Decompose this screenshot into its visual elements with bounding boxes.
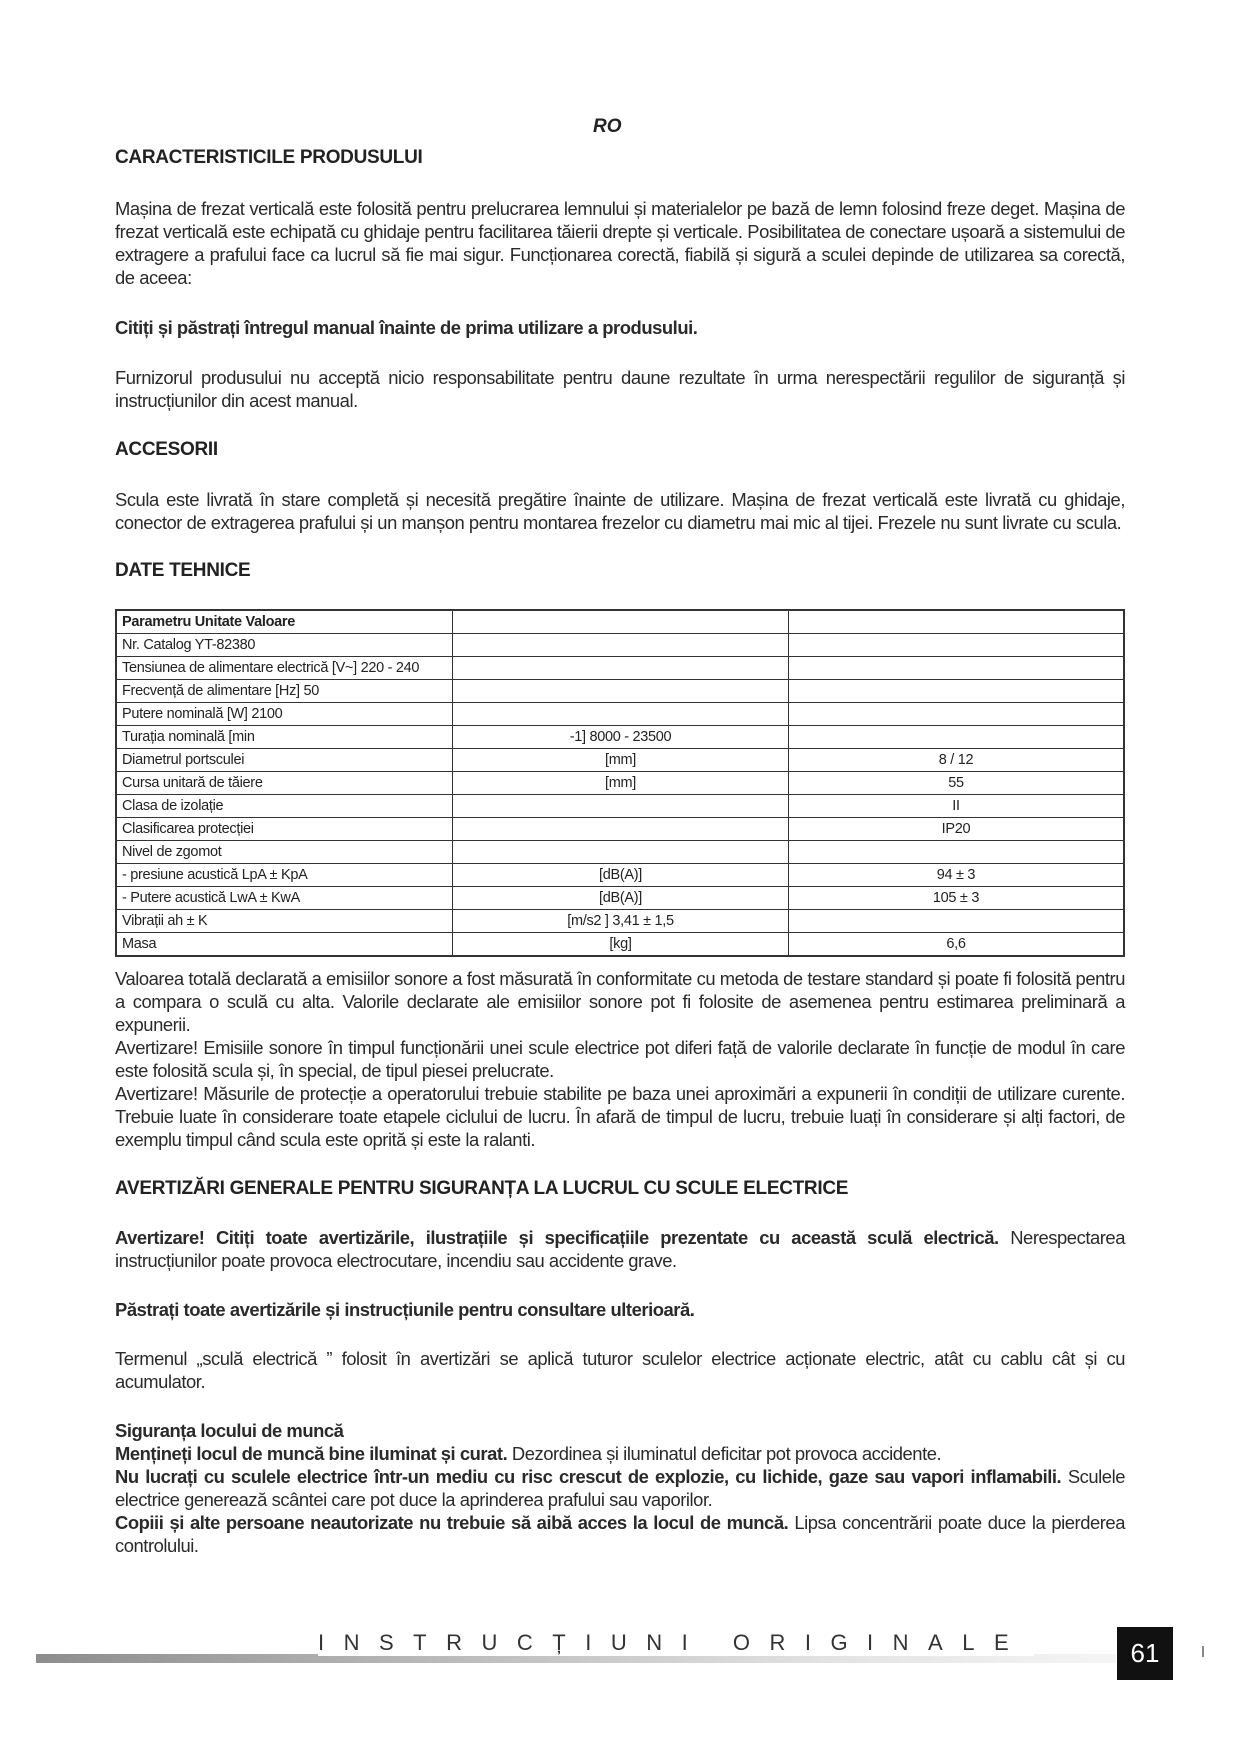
table-row [116, 680, 1124, 703]
table-cell: [m/s2 ] 3,41 ± 1,5 [453, 910, 789, 933]
section-title-characteristics: CARACTERISTICILE PRODUSULUI [115, 147, 423, 168]
table-cell: Nr. Catalog YT-82380 [116, 634, 453, 657]
table-cell [453, 818, 789, 841]
table-cell: Clasa de izolație [116, 795, 453, 818]
table-row [116, 772, 1124, 795]
table-cell: IP20 [789, 818, 1125, 841]
general-warning-bold: Avertizare! Citiți toate avertizările, ilustrațiile și specificațiile prezentate cu această sculă electrică. [115, 1227, 999, 1248]
table-cell: Nivel de zgomot [116, 841, 453, 864]
read-manual-notice: Citiți și păstrați întregul manual înainte de prima utilizare a produsului. [115, 317, 698, 338]
supplier-notice: Furnizorul produsului nu acceptă nicio responsabilitate pentru daune rezultate în urma nerespectării regulilor de siguranță și instrucțiunilor din acest manual. [115, 367, 1125, 411]
warning-protection: Avertizare! Măsurile de protecție a operatorului trebuie stabilite pe baza unei aproximări a expunerii în condiții de utilizare curente. Trebuie luate în considerare toate etapele ciclului de lucru. În afară de timpul de lucru, trebuie luați în considerare și alți factori, de exemplu timpul când scula este oprită și este la ralanti. [115, 1083, 1125, 1150]
table-row [116, 703, 1124, 726]
general-warning-rest: Nerespectarea instrucțiunilor poate provoca electrocutare, incendiu sau accidente grave. [115, 1227, 1125, 1271]
table-cell [453, 634, 789, 657]
table-cell: Putere nominală [W] 2100 [116, 703, 453, 726]
workplace-rule-2-rest: Sculele electrice generează scântei care pot duce la aprinderea prafului sau vaporilor. [115, 1466, 1125, 1510]
workplace-rule-2-bold: Nu lucrați cu sculele electrice într-un mediu cu risc crescut de explozie, cu lichide, gaze sau vapori inflamabili. [115, 1466, 1062, 1487]
table-row [116, 818, 1124, 841]
table-cell [453, 795, 789, 818]
language-code: RO [593, 116, 622, 137]
table-header-row [116, 610, 1124, 634]
workplace-rule-1 [115, 1442, 1125, 1465]
table-cell [453, 703, 789, 726]
table-row [116, 864, 1124, 887]
section-title-accessories: ACCESORII [115, 439, 218, 460]
table-row [116, 795, 1124, 818]
table-cell [789, 703, 1125, 726]
table-row [116, 887, 1124, 910]
table-row [116, 841, 1124, 864]
table-cell [789, 841, 1125, 864]
table-cell: 55 [789, 772, 1125, 795]
table-cell [789, 726, 1125, 749]
workplace-rule-2 [115, 1465, 1125, 1511]
table-cell: Turația nominală [min [116, 726, 453, 749]
page-number: 61 [1117, 1627, 1173, 1680]
table-cell: Clasificarea protecției [116, 818, 453, 841]
table-cell [453, 841, 789, 864]
table-cell: 94 ± 3 [789, 864, 1125, 887]
warning-emissions: Avertizare! Emisiile sonore în timpul funcționării unei scule electrice pot diferi față de valorile declarate în funcție de modul în care este folosită scula și, în special, de tipul piesei prelucrate. [115, 1037, 1125, 1081]
table-cell [789, 657, 1125, 680]
table-cell: 6,6 [789, 933, 1125, 957]
workplace-rule-3-rest: Lipsa concentrării poate duce la pierderea controlului. [115, 1512, 1125, 1556]
workplace-rule-3-bold: Copiii și alte persoane neautorizate nu trebuie să aibă acces la locul de muncă. [115, 1512, 789, 1533]
table-row [116, 749, 1124, 772]
workplace-rule-1-bold: Mențineți locul de muncă bine iluminat și curat. [115, 1443, 508, 1464]
table-cell [789, 610, 1125, 634]
table-cell: Parametru Unitate Valoare [116, 610, 453, 634]
table-row [116, 657, 1124, 680]
table-cell: [kg] [453, 933, 789, 957]
table-cell [789, 680, 1125, 703]
table-cell: Vibrații ah ± K [116, 910, 453, 933]
footer-title: INSTRUCȚIUNI ORIGINALE [318, 1630, 1034, 1656]
general-warning-paragraph [115, 1226, 1125, 1272]
table-cell: - Putere acustică LwA ± KwA [116, 887, 453, 910]
power-tool-term-paragraph: Termenul „sculă electrică ” folosit în avertizări se aplică tuturor sculelor electrice acționate electric, atât cu cablu cât și cu acumulator. [115, 1348, 1125, 1392]
workplace-rule-1-rest: Dezordinea și iluminatul deficitar pot provoca accidente. [507, 1443, 942, 1464]
table-cell: II [789, 795, 1125, 818]
table-row [116, 933, 1124, 957]
table-cell [453, 610, 789, 634]
table-cell: Masa [116, 933, 453, 957]
table-cell [789, 910, 1125, 933]
workplace-safety-title: Siguranța locului de muncă [115, 1420, 344, 1441]
table-cell: -1] 8000 - 23500 [453, 726, 789, 749]
table-cell: Frecvență de alimentare [Hz] 50 [116, 680, 453, 703]
table-cell: - presiune acustică LpA ± KpA [116, 864, 453, 887]
footer-tick-mark [1202, 1646, 1204, 1657]
table-cell: [dB(A)] [453, 887, 789, 910]
workplace-rule-3 [115, 1511, 1125, 1557]
page-content [115, 146, 1125, 1557]
accessories-paragraph: Scula este livrată în stare completă și necesită pregătire înainte de utilizare. Mașina de frezat verticală este livrată cu ghidaje, conector de extragerea prafului și un manșon pentru montarea frezelor cu diametru mai mic al tijei. Frezele nu sunt livrate cu scula. [115, 489, 1125, 533]
technical-data-table [115, 609, 1125, 957]
table-row [116, 634, 1124, 657]
section-title-general-warnings: AVERTIZĂRI GENERALE PENTRU SIGURANȚA LA LUCRUL CU SCULE ELECTRICE [115, 1178, 849, 1199]
intro-paragraph: Mașina de frezat verticală este folosită pentru prelucrarea lemnului și materialelor pe bază de lemn folosind freze deget. Mașina de frezat verticală este echipată cu ghidaje pentru facilitarea tăierii drepte și verticale. Posibilitatea de conectare ușoară a sistemului de extragere a prafului face ca lucrul să fie mai sigur. Funcționarea corectă, fiabilă și sigură a sculei depinde de utilizarea sa corectă, de aceea: [115, 198, 1125, 288]
table-cell [453, 657, 789, 680]
table-cell [789, 634, 1125, 657]
table-row [116, 726, 1124, 749]
emissions-paragraph: Valoarea totală declarată a emisiilor sonore a fost măsurată în conformitate cu metoda de testare standard și poate fi folosită pentru a compara o sculă cu alta. Valorile declarate ale emisiilor sonore pot fi folosite de asemenea pentru estimarea preliminară a expunerii. [115, 968, 1125, 1035]
table-cell: 105 ± 3 [789, 887, 1125, 910]
table-cell: Cursa unitară de tăiere [116, 772, 453, 795]
section-title-technical-data: DATE TEHNICE [115, 560, 251, 581]
table-cell: [mm] [453, 749, 789, 772]
table-cell: [mm] [453, 772, 789, 795]
table-cell: 8 / 12 [789, 749, 1125, 772]
table-cell: Diametrul portsculei [116, 749, 453, 772]
keep-warnings-notice: Păstrați toate avertizările și instrucțiunile pentru consultare ulterioară. [115, 1299, 695, 1320]
table-cell [453, 680, 789, 703]
table-cell: [dB(A)] [453, 864, 789, 887]
table-cell: Tensiunea de alimentare electrică [V~] 220 - 240 [116, 657, 453, 680]
table-row [116, 910, 1124, 933]
